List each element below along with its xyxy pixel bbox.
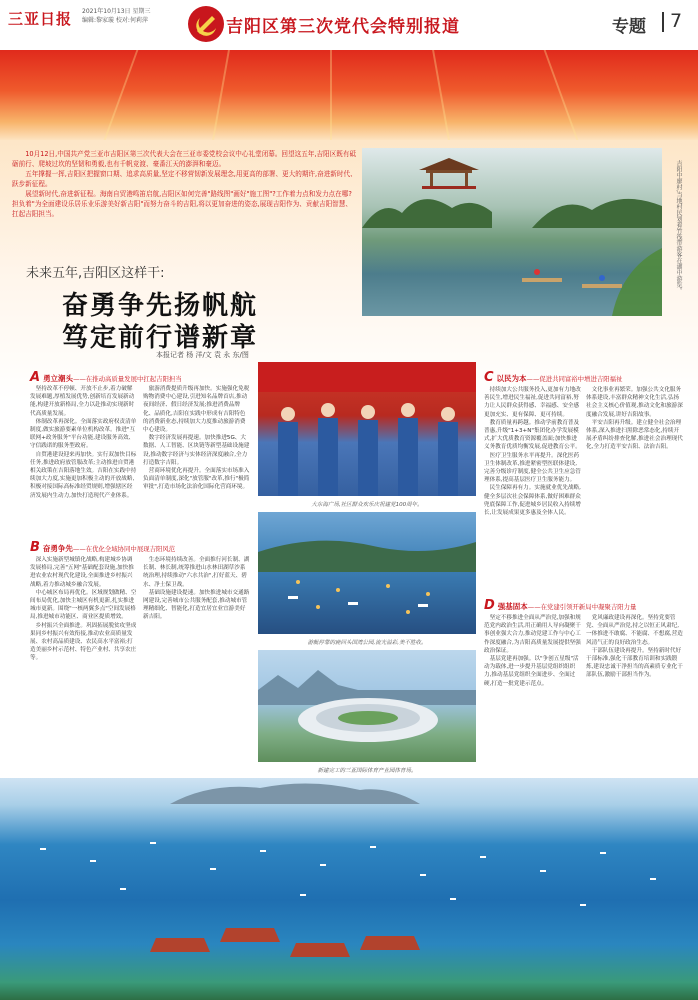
body-paragraph: 平安吉阳再升级。建立健全社会治理体系,深入推进扫黑除恶常态化,持续开展矛盾纠纷排查化解,推进社会治理现代化,全力打造平安吉阳、法治吉阳。 [586, 419, 683, 451]
headline-line2: 笃定前行谱新章 [62, 323, 259, 353]
body-paragraph: 自贸港建设迎来再加快。实行双加快目标任务,推进政府放管服改革;主动推进自贸港相关政策在吉阳落地生效。吉阳在实践中持续加大力度,实施更加积极主动的开放战略,积极对接国际高标准经贸规则,增强辖区经济发展内生动力,加快打造现代产业体系。 [30, 451, 137, 499]
body-paragraph: 干部队伍建设再提升。坚持新时代好干部标准,强化干部教育培训和实践锻炼,建设忠诚干净担当的高素质专业化干部队伍,激励干部担当作为。 [586, 647, 683, 679]
section-b-col2 [143, 556, 251, 766]
section-c-col1 [484, 386, 582, 586]
roof-icon [290, 943, 350, 957]
island-icon [170, 778, 420, 804]
newspaper-logo: 三亚日报 [8, 10, 73, 28]
body-paragraph: 文化事业再繁荣。加强公共文化服务体系建设,丰富群众精神文化生活,弘扬社会主义核心价值观,推动文化和旅游深度融合发展,讲好吉阳故事。 [586, 387, 683, 418]
bay-night-photo [258, 512, 476, 634]
section-subtitle: ——在党建引领开新局中凝聚吉阳力量 [527, 603, 637, 611]
headline-line1: 奋勇争先扬帆航 [62, 291, 259, 321]
party-emblem-icon [186, 4, 226, 44]
intro-paragraph: 五年撑握一挥,吉阳区把握窗口期、追求高质量,坚定不移营韧新发展理念,用更高的部署、更大的期许,奋进新时代、跃步新征程。 [12, 170, 357, 188]
section-title: 奋勇争先 [42, 544, 73, 553]
section-d-col2 [586, 614, 684, 766]
body-paragraph: 体制改革再深化。全面落实政府权责清单制度,做实旅游要素单位机构改革。推进"互联网+政务服务"平台功能,建设服务高效、守信践诺的服务型政府。 [30, 418, 137, 450]
rally-photo [258, 362, 476, 496]
section-b-heading [30, 540, 175, 555]
body-paragraph: 生态环境持续改善。全面推行河长制、湖长制、林长制,统筹推进山水林田湖草沙系统治理,持续推动"六水共治",打好蓝天、碧水、净土保卫战。 [143, 557, 250, 588]
body-paragraph: 旅游消费提质升级再加快。实施强化免税购物消费中心建设,引进知名品牌首店,推动夜间经济、假日经济发展;推进消费品牌化、品质化,吉阳在实践中形成有吉阳特色的消费新业态,持续加大力度推动旅游消费中心建设。 [143, 386, 250, 434]
section-letter: A [30, 370, 41, 385]
roof-icon [360, 936, 420, 950]
intro-paragraph: 展望新时代,奋进新征程。海南自贸港鸣笛启航,吉阳区如何完善"路线图"画好"施工图"?工作着力点和发力点在哪?担负着"为全面建设乐居乐业乐游美好新吉阳"而努力奋斗的吉阳,将以更加奋进的姿态,展现吉阳作为、贡献吉阳智慧、扛起吉阳担当。 [12, 190, 352, 218]
issue-meta [82, 7, 150, 25]
section-title: 以民为本 [496, 374, 527, 383]
section-letter: D [484, 598, 495, 613]
body-paragraph: 营商环境优化再提升。全面落实市场准入负面清单制度,深化"放管服"改革,推行"极简审批",打造市场化法治化国际化营商环境。 [143, 468, 250, 491]
section-d-col1 [484, 614, 582, 766]
section-subtitle: ——促进共同富裕中增进吉阳福祉 [526, 375, 623, 383]
section-title: 勇立潮头 [43, 374, 74, 383]
lake-pavilion-photo [362, 148, 662, 316]
section-letter: C [484, 370, 494, 385]
intro-paragraph: 10月12日,中国共产党三亚市吉阳区第三次代表大会在三亚市委党校会议中心礼堂闭幕。回望这五年,吉阳区既有砥砺前行、爬坡过坎的坚韧和勇毅,也有千帆竞渡、豪番江天的澎湃和豪迈。 [12, 150, 357, 168]
body-paragraph: 深入实施新型城镇化战略,构建城乡协调发展格局,完善"五网"基础配套设施,加快推进农业农村现代化建设,全面推进乡村振兴战略,着力推动城乡融合发展。 [30, 557, 134, 588]
stadium-photo [258, 650, 476, 762]
stadium-icon [258, 650, 476, 762]
palm-leaf-icon [592, 238, 662, 316]
marina-icon [258, 512, 476, 634]
bay-caption: 游艇停靠的鹿回头国湾公园,流光溢彩,美不胜收。 [307, 640, 427, 646]
body-paragraph: 坚定不移推进全面从严治党,加强和规范党内政治生活,用正确用人导向凝聚干事创业强大合力,推动党建工作与中心工作深度融合,为吉阳高质量发展提供坚强政治保证。 [484, 615, 581, 654]
section-a-col2 [143, 385, 251, 525]
crowd-icon [258, 362, 476, 496]
section-letter: B [30, 540, 40, 555]
body-paragraph: 坚持改革不停顿、开放不止步,着力破解发展难题,厚植发展优势,创新培育发展新动能,构建开放新格局,全力以赴推动实现新时代高质量发展。 [30, 386, 135, 417]
body-paragraph: 医疗卫生服务水平再提升。深化医药卫生体制改革,推进紧密型医联体建设,完善分级诊疗制度,健全公共卫生应急管理体系,提高基层医疗卫生服务能力。 [484, 452, 581, 484]
body-paragraph: 党风廉政建设再深化。坚持党要管党、全面从严治党,持之以恒正风肃纪,一体推进不敢腐、不能腐、不想腐,营造风清气正的良好政治生态。 [586, 615, 683, 646]
body-paragraph: 持续加大公共服务投入,更加有力地改善民生,增进民生福祉,促进共同富裕,努力让人民群众获得感、幸福感、安全感更加充实、更有保障、更可持续。 [484, 387, 581, 418]
roof-icon [150, 938, 210, 952]
section-c-col2 [586, 386, 684, 586]
body-paragraph: 数字经济发展再提速。加快推进5G、大数据、人工智能、区块链等新型基础设施建设,推动数字经济与实体经济深度融合,全力打造数字吉阳。 [143, 435, 250, 466]
photo-caption: 吉阳中廖村,当地村民划着竹筏带游客在湖中游览。 [675, 160, 682, 294]
page-title: 吉阳区第三次党代会特别报道 [226, 17, 460, 37]
body-paragraph: 基层党建再加强。以"争创五星级"活动为载体,进一步提升基层党组织组织力,推动基层党组织全面进步、全面过硬,打造一批党建示范点。 [484, 656, 579, 687]
body-paragraph: 乡村振兴全面推进。巩固拓展脱贫攻坚成果同乡村振兴有效衔接,推动农业高质量发展、农村高品质建设、农民高水平富裕;打造美丽乡村示范村、特色产业村、共享农庄等。 [30, 622, 137, 662]
page-number: 7 [670, 10, 683, 32]
section-subtitle: ——在优化全域协同中展现吉阳风范 [72, 545, 176, 553]
rally-caption: 大东海广场,社区群众欢乐庆祝建党100周年。 [311, 502, 423, 508]
section-a-col1 [30, 385, 138, 525]
issue-date: 2021年10月13日 星期三 [82, 8, 151, 15]
stadium-caption: 新建完工的三亚国际体育产业园体育场。 [317, 768, 417, 774]
masthead [0, 0, 698, 50]
section-d-heading [484, 598, 636, 613]
tree-line-icon [362, 178, 662, 228]
section-subtitle: ——在推动高质量发展中扛起吉阳担当 [73, 375, 182, 383]
bay-yachts-photo [0, 778, 698, 1000]
section-label: 专题 [612, 17, 646, 37]
section-c-heading [484, 370, 622, 385]
headline-kicker: 未来五年,吉阳区这样干: [26, 266, 165, 281]
body-paragraph: 中心城区布局再优化。区域规划做精、空间布局优化,加快主城区有机更新,扎实推进城市更新。围绕"一核两翼多点"空间发展格局,推进城市功能区、商业区提质增效。 [30, 589, 137, 621]
intro-text [12, 150, 357, 220]
red-banner [0, 50, 698, 140]
body-paragraph: 基础设施建设提速。加快推进城市交通路网建设,完善城市公共服务配套,推动城市管理精细化、智能化,打造宜居宜业宜游美好新吉阳。 [143, 589, 250, 621]
section-a-heading [30, 370, 182, 385]
section-title: 强基固本 [497, 602, 528, 611]
issue-editors: 编辑:黎家璇 校对:何莉萍 [82, 17, 148, 24]
body-paragraph: 民生保障再有力。实施就业优先战略,健全多层次社会保障体系,做好困难群众兜底保障工作,促进城乡居民收入持续增长,让发展成果更多惠及全体人民。 [484, 485, 581, 517]
body-paragraph: 教育质量再跨越。推动学前教育普及普惠,升级"1+3+N"集团化办学发展模式,扩大优质教育资源覆盖面;加快推进义务教育优质均衡发展,促进教育公平。 [484, 419, 581, 451]
byline: 本报记者 杨 洋/文 袁 永 东/图 [156, 351, 249, 359]
divider [662, 12, 664, 32]
roof-icon [220, 928, 280, 942]
section-b-col1 [30, 556, 138, 766]
